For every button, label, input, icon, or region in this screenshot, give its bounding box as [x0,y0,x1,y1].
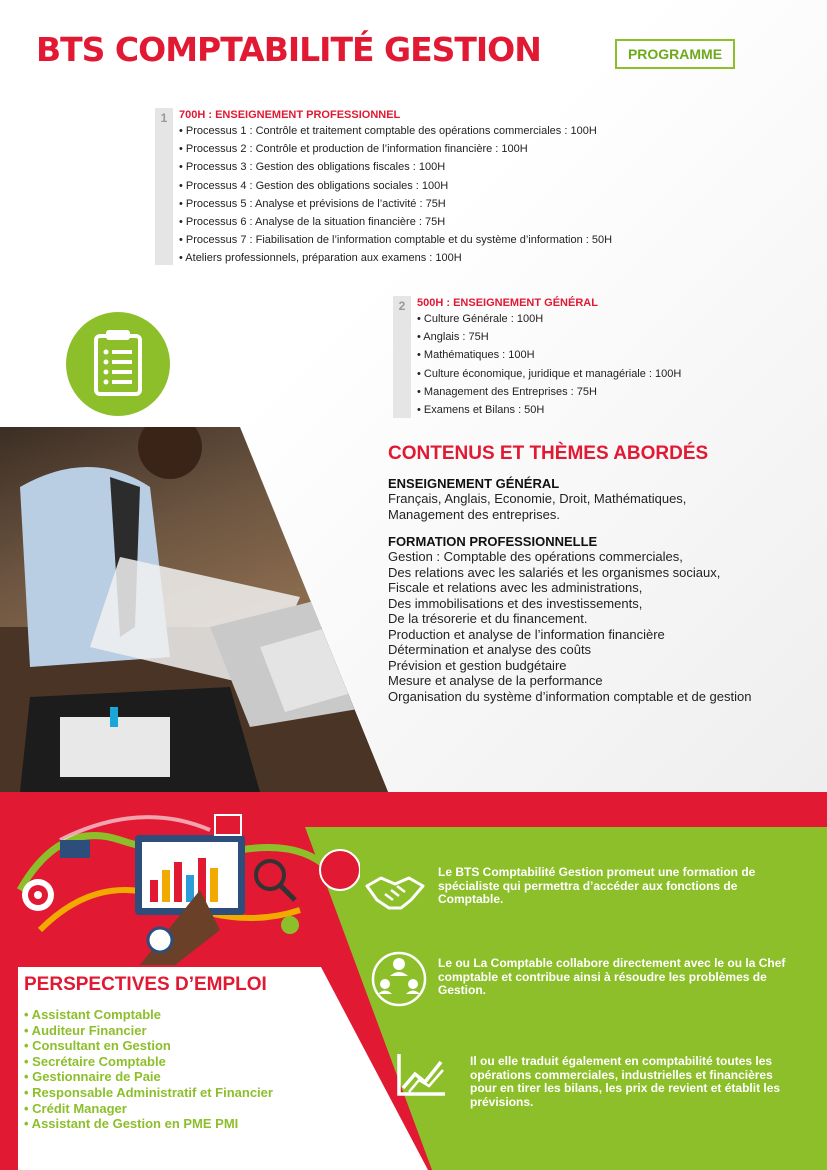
block-number-bar [155,108,173,265]
text-line: Fiscale et relations avec les administrations, [388,580,643,595]
text-line: De la trésorerie et du financement. [388,611,588,626]
list-item: • Assistant Comptable [24,1007,161,1022]
list-item: • Examens et Bilans : 50H [417,404,545,417]
block-heading: 700H : ENSEIGNEMENT PROFESSIONNEL [179,109,401,121]
contenus-title: CONTENUS ET THÈMES ABORDÉS [388,443,709,464]
line-chart-icon [395,1052,447,1098]
list-item: • Culture Générale : 100H [417,313,544,325]
text-line: Production et analyse de l’information financière [388,626,665,642]
list-item: • Anglais : 75H [417,331,489,344]
list-item: • Processus 4 : Gestion des obligations sociales : 100H [179,179,449,192]
pro-heading: FORMATION PROFESSIONNELLE [388,534,598,549]
list-item: • Processus 7 : Fiabilisation de l’information comptable et du système d’information : 50H [179,234,613,247]
list-item: • Assistant de Gestion en PME PMI [24,1116,239,1132]
program-block-professional [155,108,715,265]
info-text: Il ou elle traduit également en comptabilité toutes les opérations commerciales, industrielles et financières pour en tirer les bilans, les prix de revient et établit les prévisions. [470,1054,781,1109]
list-item: • Consultant en Gestion [24,1038,171,1054]
finance-illustration [0,800,360,965]
list-item: • Processus 6 : Analyse de la situation financière : 75H [179,216,446,229]
general-heading: ENSEIGNEMENT GÉNÉRAL [388,476,560,491]
list-item: • Ateliers professionnels, préparation aux examens : 100H [179,252,462,265]
program-block-general [393,296,793,418]
perspectives-list [24,1007,273,1132]
list-item: • Mathématiques : 100H [417,349,535,362]
block-number-bar [393,296,411,418]
text-line: Détermination et analyse des coûts [388,642,592,657]
list-item: • Gestionnaire de Paie [24,1069,161,1085]
clipboard-icon [66,312,170,416]
info-text: Le ou La Comptable collabore directement avec le ou la Chef comptable et contribue ainsi à résoudre les problèmes de Gestion. [438,956,786,997]
text-line: Organisation du système d’information comptable et de gestion [388,688,752,704]
text-line: Mesure et analyse de la performance [388,673,603,688]
list-item: • Culture économique, juridique et managériale : 100H [417,367,682,380]
text-line: Français, Anglais, Economie, Droit, Mathématiques, [388,491,687,506]
page-title: BTS COMPTABILITÉ GESTION [36,30,541,69]
contenus-content [388,476,818,704]
list-item: • Management des Entreprises : 75H [417,385,597,398]
block-number: 2 [398,299,406,313]
text-line: Management des entreprises. [388,506,560,522]
text-line: Des immobilisations et des investissements, [388,595,643,611]
list-item: • Processus 1 : Contrôle et traitement comptable des opérations commerciales : 100H [179,125,597,137]
list-item: • Responsable Administratif et Financier [24,1084,273,1100]
text-line: Gestion : Comptable des opérations commerciales, [388,549,683,564]
people-network-icon [370,950,428,1008]
list-item: • Processus 5 : Analyse et prévisions de l’activité : 75H [179,197,446,210]
info-text: Le BTS Comptabilité Gestion promeut une formation de spécialiste qui permettra d’accéder aux fonctions de Comptable. [438,865,756,906]
perspectives-title: PERSPECTIVES D’EMPLOI [24,974,267,995]
text-line: Prévision et gestion budgétaire [388,657,567,673]
programme-badge: PROGRAMME [615,39,735,69]
text-line: Des relations avec les salariés et les organismes sociaux, [388,564,721,580]
handshake-icon [365,868,425,918]
block-number: 1 [160,111,168,125]
list-item: • Secrétaire Comptable [24,1053,166,1069]
list-item: • Processus 3 : Gestion des obligations fiscales : 100H [179,161,446,174]
list-item: • Crédit Manager [24,1100,127,1116]
block-heading: 500H : ENSEIGNEMENT GÉNÉRAL [417,297,598,309]
list-item: • Processus 2 : Contrôle et production de l’information financière : 100H [179,143,528,156]
list-item: • Auditeur Financier [24,1022,147,1038]
